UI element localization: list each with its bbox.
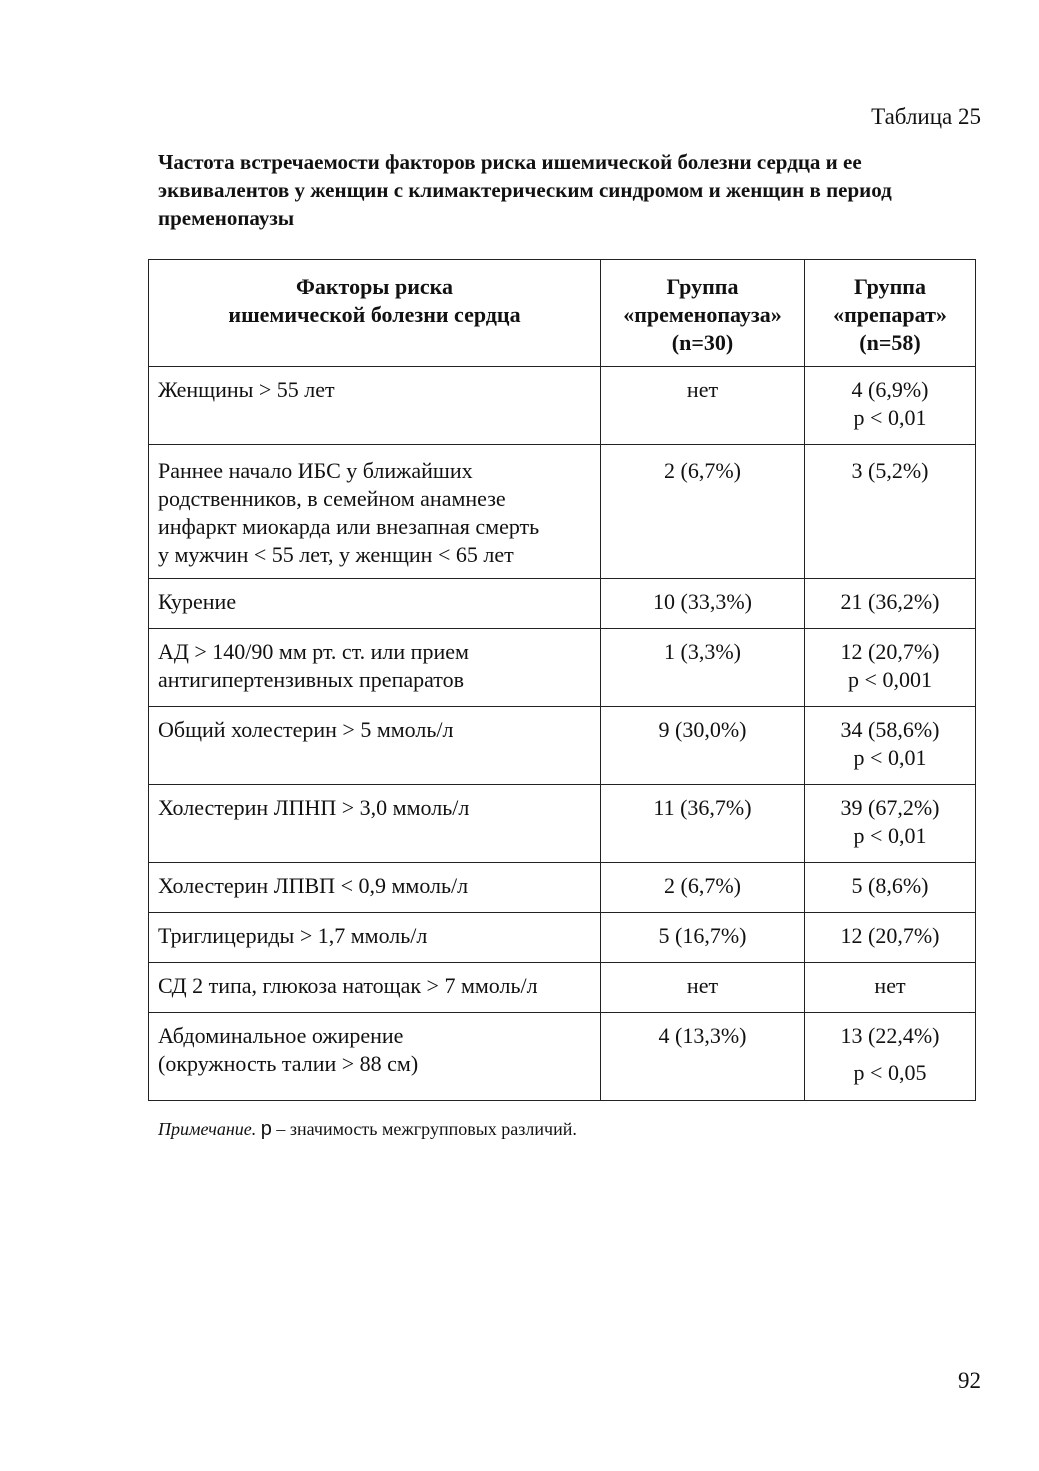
risk-factor-text: инфаркт миокарда или внезапная смерть (158, 514, 540, 539)
premenopause-value: 1 (3,3%) (664, 639, 741, 664)
header-line: «препарат» (833, 302, 947, 327)
table-row (149, 367, 976, 445)
header-line: Группа (666, 274, 739, 299)
risk-factor-text: Абдоминальное ожирение (158, 1023, 404, 1048)
premenopause-value: 4 (13,3%) (658, 1023, 747, 1048)
premenopause-value-cell (601, 1013, 805, 1101)
table-label: Таблица 25 (871, 104, 981, 129)
header-line: (n=30) (671, 330, 734, 355)
header-line: «пременопауза» (623, 302, 782, 327)
premenopause-value-cell (601, 913, 805, 963)
table-row (149, 707, 976, 785)
significance-value: p < 0,01 (853, 405, 927, 430)
drug-value-cell (805, 863, 976, 913)
premenopause-value-cell (601, 579, 805, 629)
table-row (149, 863, 976, 913)
premenopause-value-cell (601, 707, 805, 785)
note-p-symbol: р (260, 1118, 272, 1140)
risk-factor-text: (окружность талии > 88 см) (158, 1051, 419, 1076)
risk-factor-cell (149, 913, 601, 963)
risk-factor-cell (149, 707, 601, 785)
risk-factor-text: родственников, в семейном анамнезе (158, 486, 506, 511)
drug-value: 5 (8,6%) (851, 873, 929, 898)
drug-value: 4 (6,9%) (851, 377, 929, 402)
drug-value-cell (805, 785, 976, 863)
drug-value-cell (805, 1013, 976, 1101)
table-title: Частота встречаемости факторов риска ишемической болезни сердца и ее эквивалентов у женщин с климактерическим синдромом и женщин в период пременопаузы (158, 150, 892, 230)
header-line: Группа (854, 274, 926, 299)
risk-factor-text: Раннее начало ИБС у ближайших (158, 458, 473, 483)
risk-factor-text: антигипертензивных препаратов (158, 667, 465, 692)
drug-value-cell (805, 707, 976, 785)
premenopause-value-cell (601, 963, 805, 1013)
significance-value: p < 0,01 (853, 823, 927, 848)
risk-factor-cell (149, 367, 601, 445)
table-row (149, 963, 976, 1013)
risk-factor-cell (149, 579, 601, 629)
risk-factor-text: АД > 140/90 мм рт. ст. или прием (158, 639, 469, 664)
premenopause-value: 2 (6,7%) (664, 458, 741, 483)
risk-factor-text: Курение (158, 589, 237, 614)
premenopause-value-cell (601, 863, 805, 913)
drug-value-cell (805, 579, 976, 629)
page-number: 92 (958, 1368, 981, 1393)
risk-factor-text: Общий холестерин > 5 ммоль/л (158, 717, 454, 742)
drug-value: 13 (22,4%) (840, 1023, 940, 1048)
header-risk-factors (149, 260, 601, 367)
note-label: Примечание. (158, 1119, 257, 1139)
significance-value: p < 0,05 (853, 1060, 927, 1085)
premenopause-value: 9 (30,0%) (658, 717, 747, 742)
drug-value: нет (874, 973, 906, 998)
risk-factor-text: Холестерин ЛПНП > 3,0 ммоль/л (158, 795, 470, 820)
premenopause-value: 11 (36,7%) (653, 795, 752, 820)
significance-value: p < 0,01 (853, 745, 927, 770)
risk-factor-text: Триглицериды > 1,7 ммоль/л (158, 923, 428, 948)
premenopause-value: 5 (16,7%) (658, 923, 747, 948)
premenopause-value: 10 (33,3%) (653, 589, 752, 614)
risk-factor-cell (149, 1013, 601, 1101)
table-row (149, 445, 976, 579)
drug-value: 3 (5,2%) (851, 458, 929, 483)
premenopause-value-cell (601, 445, 805, 579)
table-row (149, 1013, 976, 1101)
premenopause-value: нет (686, 973, 719, 998)
note-text: – значимость межгрупповых различий. (276, 1119, 577, 1139)
risk-factor-cell (149, 785, 601, 863)
risk-factors-table (148, 259, 976, 1101)
premenopause-value: нет (686, 377, 719, 402)
premenopause-value-cell (601, 785, 805, 863)
risk-factor-text: Женщины > 55 лет (158, 377, 335, 402)
drug-value: 39 (67,2%) (840, 795, 940, 820)
drug-value-cell (805, 445, 976, 579)
drug-value-cell (805, 367, 976, 445)
risk-factor-text: у мужчин < 55 лет, у женщин < 65 лет (158, 542, 514, 567)
table-header-row (149, 260, 976, 367)
drug-value-cell (805, 963, 976, 1013)
drug-value: 21 (36,2%) (840, 589, 940, 614)
risk-factor-cell (149, 863, 601, 913)
risk-factor-text: Холестерин ЛПВП < 0,9 ммоль/л (158, 873, 469, 898)
risk-factor-text: СД 2 типа, глюкоза натощак > 7 ммоль/л (158, 973, 538, 998)
table-row (149, 579, 976, 629)
table-note (158, 1118, 577, 1141)
drug-value: 12 (20,7%) (840, 639, 940, 664)
premenopause-value-cell (601, 367, 805, 445)
header-line: ишемической болезни сердца (228, 302, 521, 327)
header-group-drug (805, 260, 976, 367)
table-row (149, 629, 976, 707)
drug-value-cell (805, 629, 976, 707)
table-row (149, 913, 976, 963)
risk-factor-cell (149, 445, 601, 579)
premenopause-value-cell (601, 629, 805, 707)
significance-value: p < 0,001 (848, 667, 932, 692)
header-line: Факторы риска (295, 274, 454, 299)
drug-value-cell (805, 913, 976, 963)
header-group-premenopause (601, 260, 805, 367)
risk-factor-cell (149, 629, 601, 707)
drug-value: 12 (20,7%) (840, 923, 940, 948)
drug-value: 34 (58,6%) (840, 717, 940, 742)
premenopause-value: 2 (6,7%) (664, 873, 741, 898)
risk-factor-cell (149, 963, 601, 1013)
table-row (149, 785, 976, 863)
header-line: (n=58) (859, 330, 921, 355)
